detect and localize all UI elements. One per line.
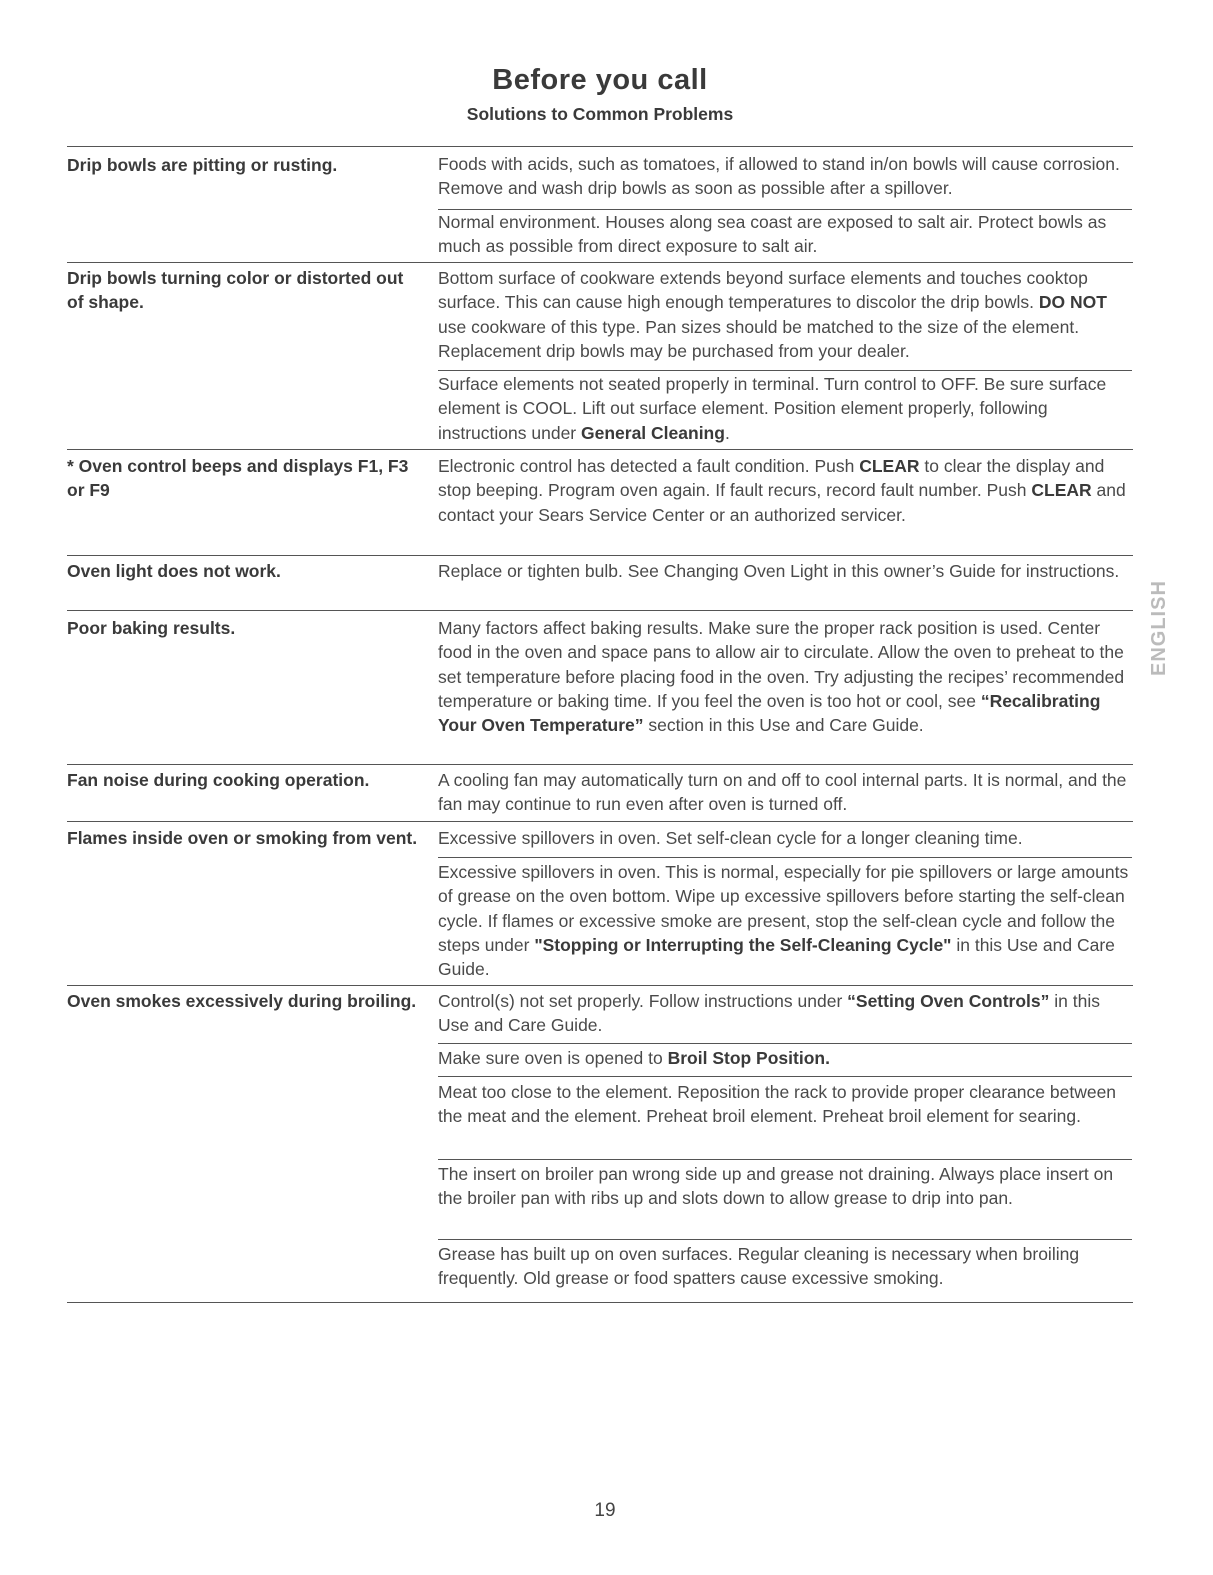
problem-label: Oven light does not work.: [67, 561, 281, 581]
divider: [67, 262, 1133, 263]
divider: [67, 821, 1133, 822]
solution-text-run: Normal environment. Houses along sea coast are exposed to salt air. Protect bowls as much as possible from direct exposure to salt air.: [438, 212, 1107, 257]
solution-text: [438, 1242, 1132, 1291]
emphasis-text: CLEAR: [1031, 480, 1092, 501]
divider: [67, 610, 1133, 611]
divider: [67, 449, 1133, 450]
solution-text-run: Excessive spillovers in oven. This is normal, especially for pie spillovers or large amounts of grease on the oven bottom. Wipe up excessive spillovers before starting the self-clean cycle. If flames or excessive smoke are present, stop the self-clean cycle and follow the steps under: [438, 862, 1129, 955]
problem-label: Drip bowls are pitting or rusting.: [67, 155, 338, 175]
solution-text-run: Surface elements not seated properly in terminal. Turn control to OFF. Be sure surface element is COOL. Lift out surface element. Position element properly, following instructions under: [438, 374, 1107, 443]
problem-label: Flames inside oven or smoking from vent.: [67, 828, 418, 848]
solution-text: [438, 1162, 1132, 1211]
divider: [67, 555, 1133, 556]
problem-label: Poor baking results.: [67, 618, 236, 638]
solution-text: [438, 1080, 1132, 1129]
solution-text-run: use cookware of this type. Pan sizes should be matched to the size of the element. Replacement drip bowls may be purchased from your dealer.: [438, 316, 1080, 361]
solution-text: [438, 559, 1132, 583]
divider: [67, 146, 1133, 147]
page-subtitle: Solutions to Common Problems: [466, 104, 734, 124]
problem-label: Fan noise during cooking operation.: [67, 770, 370, 790]
solution-text: [438, 372, 1132, 445]
solution-text: [438, 454, 1132, 527]
solution-text: [438, 989, 1132, 1038]
solution-text-run: in this Use and Care Guide.: [438, 934, 1115, 980]
solution-text-run: Electronic control has detected a fault condition. Push: [438, 456, 860, 476]
divider: [67, 764, 1133, 765]
emphasis-text: CLEAR: [859, 456, 920, 476]
divider: [438, 1043, 1132, 1044]
solution-text-run: Bottom surface of cookware extends beyond surface elements and touches cooktop surface. This can cause high enough temperatures to discolor the drip bowls.: [438, 268, 1088, 313]
solution-text-run: Replace or tighten bulb. See Changing Oven Light in this owner’s Guide for instructions.: [438, 561, 1120, 581]
solution-text-run: .: [724, 422, 730, 443]
page-number: 19: [594, 1500, 616, 1521]
solution-text-run: section in this Use and Care Guide.: [643, 715, 924, 736]
solution-text-run: Grease has built up on oven surfaces. Regular cleaning is necessary when broiling frequently. Old grease or food spatters cause excessive smoking.: [438, 1244, 1080, 1289]
emphasis-text: DO NOT: [1038, 292, 1107, 313]
solution-text-run: Meat too close to the element. Reposition the rack to provide proper clearance between the meat and the element. Preheat broil element. Preheat broil element for searing.: [438, 1082, 1117, 1127]
emphasis-text: “Setting Oven Controls”: [847, 991, 1050, 1011]
emphasis-text: "Stopping or Interrupting the Self-Cleaning Cycle": [534, 934, 952, 955]
solution-text: [438, 1046, 1132, 1070]
emphasis-text: Broil Stop Position.: [667, 1048, 830, 1068]
solution-text-run: Excessive spillovers in oven. Set self-clean cycle for a longer cleaning time.: [438, 828, 1023, 848]
solution-text-run: to clear the display and stop beeping. Program oven again. If fault recurs, record fault number. Push: [438, 456, 1105, 501]
divider: [438, 370, 1132, 371]
divider: [438, 857, 1132, 858]
divider: [438, 1239, 1132, 1240]
page-title: Before you call: [492, 64, 708, 96]
solution-text: [438, 266, 1132, 363]
solution-text-run: in this Use and Care Guide.: [438, 991, 1100, 1036]
divider: [67, 985, 1133, 986]
solution-text-run: Many factors affect baking results. Make sure the proper rack position is used. Center food in the oven and space pans to allow air to circulate. Allow the oven to preheat to the set temperature before placing food in the oven. Try adjusting the recipes’ recommended temperature or baking time. If you feel the oven is too hot or cool, see: [438, 618, 1125, 711]
emphasis-text: “Recalibrating Your Oven Temperature”: [438, 690, 1101, 736]
solution-text: [438, 768, 1132, 817]
solution-text-run: A cooling fan may automatically turn on and off to cool internal parts. It is normal, and the fan may continue to run even after oven is turned off.: [438, 770, 1127, 815]
solution-text-run: Make sure oven is opened to: [438, 1048, 668, 1068]
problem-label: Oven smokes excessively during broiling.: [67, 991, 417, 1011]
solution-text-run: Foods with acids, such as tomatoes, if allowed to stand in/on bowls will cause corrosion. Remove and wash drip bowls as soon as possible after a spillover.: [438, 154, 1120, 199]
emphasis-text: General Cleaning: [581, 422, 725, 443]
solution-text-run: Control(s) not set properly. Follow instructions under: [438, 991, 848, 1011]
solution-text: [438, 616, 1132, 737]
problem-label: * Oven control beeps and displays F1, F3 or F9: [67, 456, 409, 500]
problem-label: Drip bowls turning color or distorted out of shape.: [67, 268, 404, 312]
solution-text-run: and contact your Sears Service Center or an authorized servicer.: [438, 480, 1126, 525]
solution-text: [438, 152, 1132, 201]
divider: [438, 1159, 1132, 1160]
solution-text: [438, 860, 1132, 981]
solution-text: [438, 210, 1132, 259]
divider: [67, 1302, 1133, 1303]
solution-text-run: The insert on broiler pan wrong side up and grease not draining. Always place insert on the broiler pan with ribs up and slots down to allow grease to drip into pan.: [438, 1164, 1114, 1209]
solution-text: [438, 826, 1132, 850]
language-side-tab: ENGLISH: [1148, 580, 1170, 676]
divider: [438, 1076, 1132, 1077]
